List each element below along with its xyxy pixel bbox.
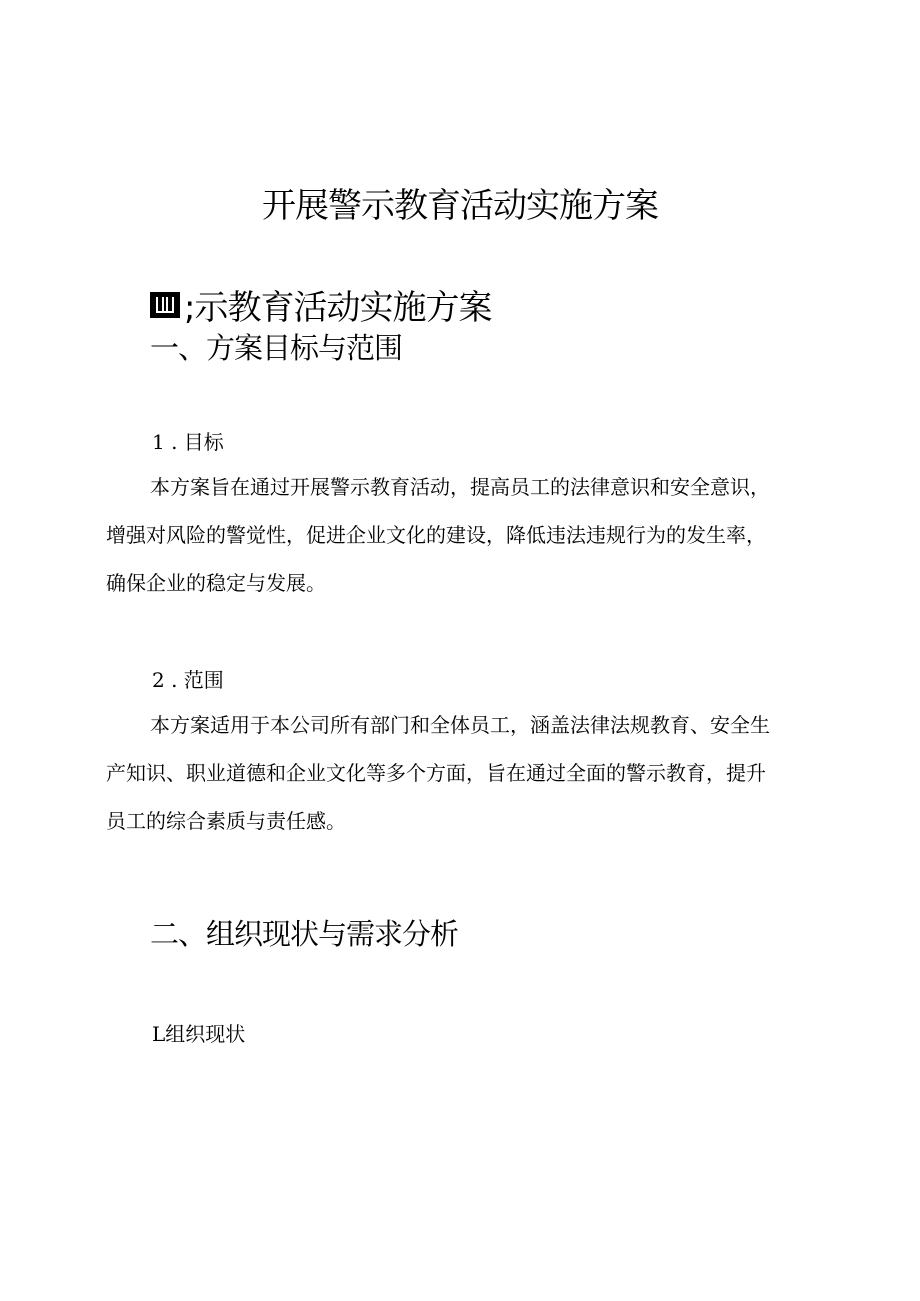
paragraph-line: 员工的综合素质与责任感。 bbox=[106, 809, 346, 833]
document-subtitle-text: ;示教育活动实施方案 bbox=[184, 288, 492, 328]
subsection-heading: L组织现状 bbox=[152, 1022, 246, 1046]
document-title: 开展警示教育活动实施方案 bbox=[262, 186, 658, 226]
section-heading: 二、组织现状与需求分析 bbox=[150, 917, 459, 951]
section-heading: 一、方案目标与范围 bbox=[150, 331, 403, 365]
paragraph-line: 产知识、职业道德和企业文化等多个方面，旨在通过全面的警示教育，提升 bbox=[106, 761, 766, 785]
subsection-heading: 1 . 目标 bbox=[152, 430, 224, 454]
paragraph-line: 本方案适用于本公司所有部门和全体员工，涵盖法律法规教育、安全生 bbox=[150, 713, 770, 737]
subsection-heading: 2 . 范围 bbox=[152, 668, 224, 692]
paragraph-line: 增强对风险的警觉性，促进企业文化的建设，降低违法违规行为的发生率， bbox=[106, 523, 766, 547]
garbled-glyph-icon bbox=[150, 292, 180, 318]
paragraph bbox=[106, 701, 826, 845]
document-subtitle bbox=[150, 280, 491, 329]
paragraph bbox=[106, 463, 826, 607]
paragraph-line: 本方案旨在通过开展警示教育活动，提高员工的法律意识和安全意识， bbox=[150, 475, 770, 499]
paragraph-line: 确保企业的稳定与发展。 bbox=[106, 571, 326, 595]
